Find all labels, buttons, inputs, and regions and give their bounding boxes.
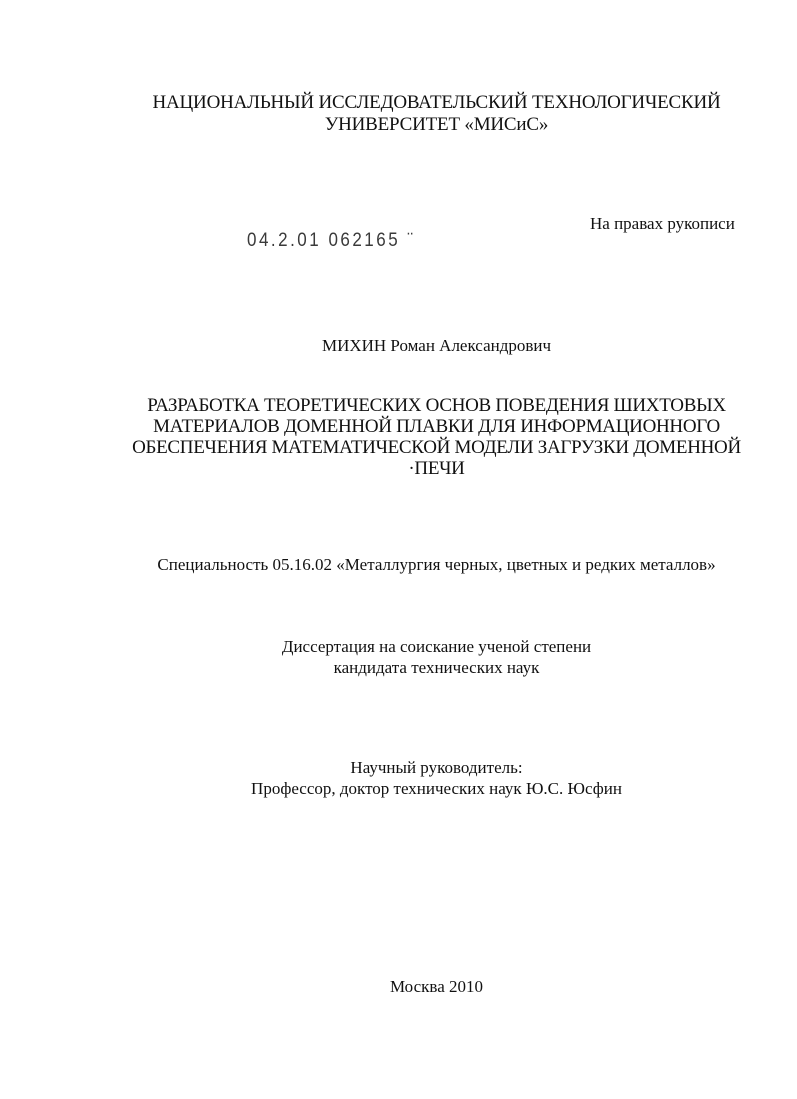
specialty-line: Специальность 05.16.02 «Металлургия черных, цветных и редких металлов»: [157, 555, 716, 574]
degree-statement: [38, 636, 797, 678]
supervisor-label: Научный руководитель:: [350, 758, 523, 777]
degree-line-2: кандидата технических наук: [333, 658, 540, 677]
degree-line-1: Диссертация на соискание ученой степени: [281, 637, 592, 656]
title-line-4: ·ПЕЧИ: [408, 458, 465, 479]
supervisor-block: [38, 757, 797, 799]
supervisor-name: Профессор, доктор технических наук Ю.С. Юсфин: [251, 779, 622, 798]
author-name: МИХИН Роман Александрович: [321, 336, 552, 355]
institution-name: [38, 92, 797, 136]
manuscript-rights-note: На правах рукописи: [590, 214, 735, 233]
institution-line-2: УНИВЕРСИТЕТ «МИСиС»: [324, 114, 549, 135]
dissertation-title: [38, 395, 797, 479]
title-line-2: МАТЕРИАЛОВ ДОМЕННОЙ ПЛАВКИ ДЛЯ ИНФОРМАЦИОННОГО: [153, 416, 720, 437]
city-year: Москва 2010: [389, 977, 484, 996]
title-line-1: РАЗРАБОТКА ТЕОРЕТИЧЕСКИХ ОСНОВ ПОВЕДЕНИЯ ШИХТОВЫХ: [147, 395, 726, 416]
institution-line-1: НАЦИОНАЛЬНЫЙ ИССЛЕДОВАТЕЛЬСКИЙ ТЕХНОЛОГИЧЕСКИЙ: [152, 92, 721, 113]
archive-stamp-code: 04.2.01 062165 ¨: [247, 228, 416, 251]
title-line-3: ОБЕСПЕЧЕНИЯ МАТЕМАТИЧЕСКОЙ МОДЕЛИ ЗАГРУЗКИ ДОМЕННОЙ: [132, 437, 741, 458]
